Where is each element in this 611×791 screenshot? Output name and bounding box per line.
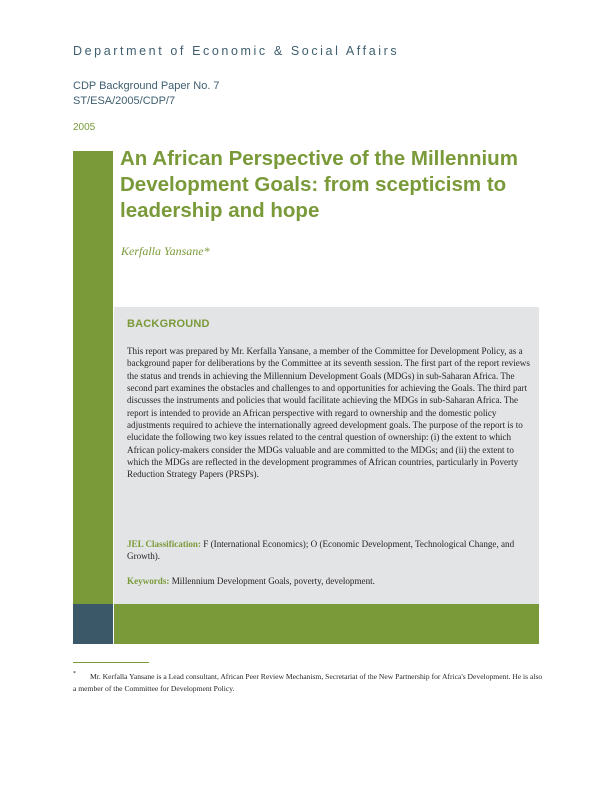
jel-classification <box>127 538 533 563</box>
footnote-rule <box>73 662 149 663</box>
background-heading: BACKGROUND <box>127 318 210 330</box>
jel-text: F (International Economics); O (Economic Development, Technological Change, and Growth). <box>127 539 515 562</box>
paper-number: CDP Background Paper No. 7 <box>73 80 220 92</box>
department-name: Department of Economic & Social Affairs <box>73 44 400 58</box>
keywords-label: Keywords: <box>127 576 170 586</box>
keywords-text: Millennium Development Goals, poverty, development. <box>169 576 375 586</box>
jel-label: JEL Classification: <box>127 539 202 549</box>
footnote-text: Mr. Kerfalla Yansane is a Lead consultant, African Peer Review Mechanism, Secretariat of the New Partnership for Africa's Development. He is also a member of the Committee for Development Policy. <box>73 672 543 693</box>
background-text: This report was prepared by Mr. Kerfalla Yansane, a member of the Committee for Development Policy, as a background paper for deliberations by the Committee at its seventh session. The first part of the report reviews the status and trends in achieving the Millennium Development Goals (MDGs) in sub-Saharan Africa. The second part examines the obstacles and challenges to and opportunities for achieving the Goals. The third part discusses the instruments and policies that would facilitate achieving the MDGs in sub-Saharan Africa. The report is intended to provide an African perspective with regard to ownership and the domestic policy adjustments required to achieve the internationally agreed development goals. The purpose of the report is to elucidate the following two key issues related to the central question of ownership: (i) the extent to which African policy-makers consider the MDGs valuable and are committed to the MDGs; and (ii) the extent to which the MDGs are reflected in the development programmes of African countries, particularly in Poverty Reduction Strategy Papers (PRSPs). <box>127 346 530 480</box>
publication-year: 2005 <box>73 122 96 133</box>
keywords <box>127 575 533 587</box>
document-code: ST/ESA/2005/CDP/7 <box>73 95 176 107</box>
green-side-bar <box>73 151 113 604</box>
green-bottom-band <box>114 604 539 644</box>
blue-corner-block <box>73 604 113 644</box>
footnote-mark: * <box>73 671 76 677</box>
page-title: An African Perspective of the Millennium Development Goals: from scepticism to leadership and hope <box>120 147 518 222</box>
author-name: Kerfalla Yansane* <box>121 244 210 258</box>
